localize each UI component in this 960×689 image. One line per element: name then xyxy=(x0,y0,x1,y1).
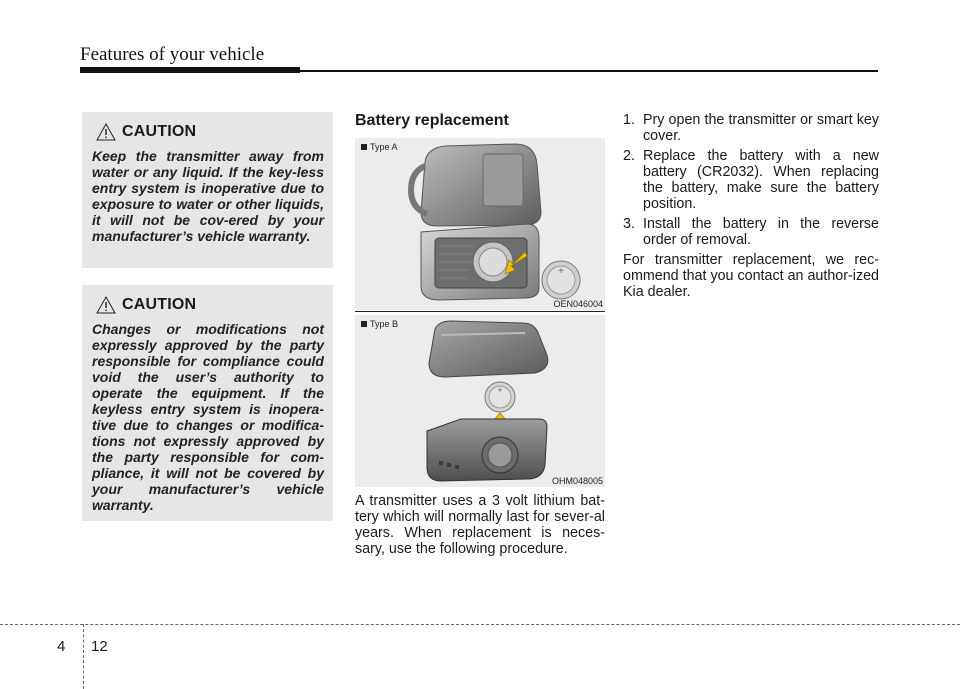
page-header-title: Features of your vehicle xyxy=(80,44,265,65)
step-text: Install the battery in the reverse order of removal. xyxy=(643,216,879,248)
svg-text:+: + xyxy=(497,385,503,395)
caution-title: CAUTION xyxy=(122,296,197,313)
step-text: Pry open the transmitter or smart key cover. xyxy=(643,112,879,144)
caution-text: Keep the transmitter away from water or any liquid. If the key-less entry system is inoperative due to exposure to water or other liquids, it will not be cov-ered by your manufacturer’s vehicle warranty. xyxy=(92,148,324,244)
step-item xyxy=(623,148,879,212)
intro-paragraph: A transmitter uses a 3 volt lithium bat-tery which will normally last for sever-al years. When replacement is neces-sary, use the following procedure. xyxy=(355,493,605,557)
caution-title: CAUTION xyxy=(122,123,197,140)
step-number: 2. xyxy=(623,148,635,164)
footer-rule xyxy=(0,624,960,625)
caution-box-water xyxy=(82,112,333,268)
svg-text:+: + xyxy=(558,266,564,277)
step-item xyxy=(623,112,879,144)
caution-header xyxy=(92,120,324,144)
caution-text: Changes or modifications not expressly approved by the party responsible for compliance could void the user’s authority to operate the equipment. If the keyless entry system is inopera-tive due to changes or modifica-tions not expressly approved by the party responsible for com-pliance, it will not be covered by your manufacturer’s vehicle warranty. xyxy=(92,321,324,513)
procedure-steps xyxy=(623,112,879,300)
caution-box-modifications xyxy=(82,285,333,521)
warning-triangle-icon xyxy=(96,122,116,142)
step-item xyxy=(623,216,879,248)
caution-header xyxy=(92,293,324,317)
figure-divider xyxy=(355,311,605,312)
key-type-a-illustration xyxy=(355,138,605,310)
section-title: Battery replacement xyxy=(355,112,509,129)
figure-type-a xyxy=(355,138,605,310)
footer-vertical-rule xyxy=(83,624,84,689)
figure-type-b xyxy=(355,315,605,487)
step-number: 3. xyxy=(623,216,635,232)
header-rule-thick xyxy=(80,67,300,73)
chapter-number: 4 xyxy=(57,638,66,655)
warning-triangle-icon xyxy=(96,295,116,315)
key-type-b-illustration xyxy=(355,315,605,487)
figure-label: Type B xyxy=(361,319,398,329)
figure-code: OEN046004 xyxy=(553,299,603,309)
step-number: 1. xyxy=(623,112,635,128)
dealer-note: For transmitter replacement, we rec-ommend that you contact an author-ized Kia dealer. xyxy=(623,252,879,300)
page-number: 12 xyxy=(91,638,108,655)
figure-label: Type A xyxy=(361,142,398,152)
figure-code: OHM048005 xyxy=(551,476,603,486)
step-text: Replace the battery with a new battery (CR2032). When replacing the battery, make sure the battery position. xyxy=(643,148,879,212)
header-rule-thin xyxy=(300,70,878,72)
